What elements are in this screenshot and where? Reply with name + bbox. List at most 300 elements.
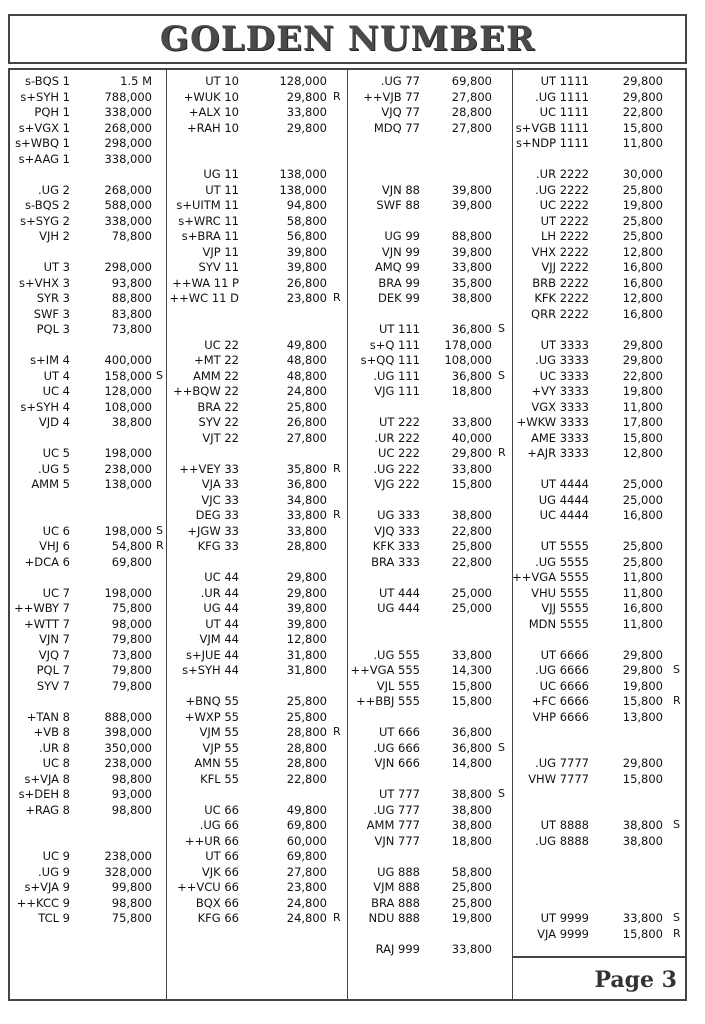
price-column-2 [167,70,348,999]
list-item [167,507,347,523]
plate-price: 19,800 [451,911,492,925]
plate-code: LH 2222 [541,229,589,243]
plate-price: 138,000 [279,182,327,197]
list-item [10,151,166,167]
plate-code: VJN 666 [374,756,420,770]
plate-price: 16,800 [622,306,663,321]
list-item [167,228,347,244]
plate-price: 31,800 [286,663,327,677]
list-item [167,895,347,911]
list-item [513,693,685,709]
plate-code: s+UITM 11 [176,198,239,212]
plate-price: 69,800 [286,818,327,832]
list-item [513,89,685,105]
list-item [167,848,347,864]
plate-price: 54,800 [111,539,152,553]
status-mark: R [673,694,681,707]
list-item [513,275,685,291]
plate-code: ++VGA 5555 [512,570,589,584]
plate-price: 16,800 [622,601,663,615]
plate-code: UT 4 [43,368,70,383]
plate-code: s+WBQ 1 [15,136,70,150]
list-item [10,476,166,492]
list-item [348,430,512,446]
plate-code: VJK 66 [201,864,239,879]
plate-code: MDQ 77 [373,120,420,135]
plate-price: 12,800 [622,446,663,460]
plate-code: s+WRC 11 [178,213,239,228]
plate-price: 15,800 [622,430,663,445]
list-item [167,538,347,554]
list-item [167,337,347,353]
plate-code: AMN 55 [194,756,239,770]
plate-code: VJN 777 [374,833,420,848]
plate-code: VJQ 333 [374,523,420,538]
list-item [10,368,166,384]
plate-code: BRA 888 [371,895,420,910]
plate-price: 25,800 [622,182,663,197]
list-item [167,833,347,849]
list-item [167,352,347,368]
list-item [348,554,512,570]
plate-code: ++BQW 22 [173,384,239,398]
plate-price: 33,800 [451,461,492,476]
list-item [348,802,512,818]
plate-price: 25,000 [451,585,492,600]
plate-price: 98,800 [111,895,152,910]
list-item [167,724,347,740]
plate-price: 58,800 [286,213,327,228]
plate-price: 23,800 [286,880,327,894]
plate-price: 39,800 [286,260,327,274]
list-item [10,755,166,771]
plate-price: 38,800 [622,818,663,832]
plate-price: 39,800 [451,182,492,197]
plate-code: UC 6666 [539,678,589,693]
plate-code: UT 1111 [540,74,589,88]
plate-price: 98,000 [111,616,152,631]
list-item [348,337,512,353]
status-mark: S [673,911,680,924]
plate-code: +JGW 33 [187,523,239,538]
plate-price: 48,800 [286,368,327,383]
list-item [10,678,166,694]
plate-price: 13,800 [622,709,663,724]
plate-code: VHP 6666 [532,709,589,724]
plate-price: 35,800 [451,275,492,290]
plate-price: 15,800 [451,678,492,693]
plate-price: 19,800 [622,678,663,693]
list-item [167,802,347,818]
list-item [10,89,166,105]
list-item [513,647,685,663]
plate-code: .UG 2 [38,182,70,197]
plate-code: VHU 5555 [531,585,589,600]
plate-code: AMM 22 [193,368,239,383]
plate-price: 36,800 [451,322,492,336]
list-item [513,135,685,151]
plate-price: 29,800 [622,337,663,352]
plate-price: 28,800 [286,756,327,770]
plate-price: 73,800 [111,322,152,336]
plate-code: KFK 2222 [534,291,589,305]
list-item [167,368,347,384]
list-item [348,647,512,663]
list-item [348,445,512,461]
plate-code: .UR 8 [38,740,70,755]
plate-price: 16,800 [622,260,663,274]
plate-code: s+BRA 11 [181,229,239,243]
plate-price: 98,800 [111,802,152,817]
plate-price: 26,800 [286,415,327,429]
page-number: Page 3 [594,966,677,993]
plate-price: 22,800 [451,523,492,538]
list-item [348,197,512,213]
plate-code: ++WC 11 D [169,291,239,305]
plate-price: 36,800 [451,368,492,383]
plate-code: UC 6 [42,523,70,538]
plate-code: NDU 888 [368,911,420,925]
list-item [167,647,347,663]
plate-price: 93,000 [111,787,152,801]
list-item [10,740,166,756]
list-item [348,182,512,198]
list-item [10,724,166,740]
plate-code: UT 11 [205,182,239,197]
plate-code: UG 888 [377,864,420,879]
plate-code: UG 444 [377,601,420,615]
plate-price: 128,000 [279,74,327,88]
plate-price: 268,000 [104,182,152,197]
plate-code: KFL 55 [200,771,239,786]
plate-code: s+VGX 1 [18,120,70,135]
plate-price: 83,800 [111,306,152,321]
plate-code: UC 4444 [539,508,589,522]
list-item [348,786,512,802]
list-item [513,833,685,849]
plate-price: 26,800 [286,275,327,290]
list-item [10,585,166,601]
list-item [348,895,512,911]
plate-code: s+VGB 1111 [515,120,589,135]
plate-price: 16,800 [622,508,663,522]
plate-price: 36,800 [451,725,492,739]
list-item [167,569,347,585]
plate-code: s+IM 4 [30,353,70,367]
list-item [348,864,512,880]
plate-price: 38,800 [451,508,492,522]
plate-price: 38,800 [451,291,492,305]
plate-code: VJD 4 [38,415,70,429]
list-item [348,724,512,740]
list-item [348,275,512,291]
list-item [348,755,512,771]
list-item [10,228,166,244]
list-item [513,213,685,229]
plate-price: 18,800 [451,384,492,398]
plate-code: UC 3333 [539,368,589,383]
plate-code: MDN 5555 [528,616,589,631]
list-item [167,399,347,415]
plate-price: 138,000 [104,477,152,491]
list-item [167,771,347,787]
plate-code: s+VHX 3 [19,275,70,290]
plate-price: 39,800 [451,198,492,212]
plate-code: ++VEY 33 [179,461,239,476]
list-item [167,492,347,508]
plate-price: 31,800 [286,647,327,662]
list-item [348,817,512,833]
plate-price: 88,800 [451,229,492,243]
plate-code: UG 333 [377,508,420,522]
plate-code: VJM 55 [199,725,239,739]
plate-code: +VB 8 [33,725,70,739]
plate-code: +WKW 3333 [516,415,589,429]
plate-price: 78,800 [111,229,152,243]
status-mark: S [498,368,505,382]
plate-code: UT 44 [205,616,239,631]
plate-price: 25,800 [451,895,492,910]
plate-price: 28,800 [286,740,327,755]
list-item [167,383,347,399]
plate-code: +WXP 55 [184,709,239,724]
status-mark: S [498,740,505,754]
plate-code: UT 5555 [540,539,589,553]
plate-code: VHX 2222 [531,244,589,259]
list-item [348,461,512,477]
list-item [10,104,166,120]
list-item [10,306,166,322]
plate-price: 69,800 [451,74,492,88]
status-mark: S [156,368,163,382]
plate-code: UT 6666 [540,647,589,662]
list-item [348,693,512,709]
list-item [10,135,166,151]
plate-code: UT 2222 [540,213,589,228]
plate-code: PQH 1 [34,105,70,119]
plate-code: VJM 888 [373,880,420,894]
plate-code: DEG 33 [195,508,239,522]
list-item [10,523,166,539]
plate-code: UT 66 [205,849,239,863]
list-item [348,89,512,105]
plate-code: SWF 88 [376,198,420,212]
list-item [10,910,166,926]
plate-price: 33,800 [286,508,327,522]
plate-price: 29,800 [286,585,327,600]
list-item [167,89,347,105]
plate-price: 178,000 [444,337,492,352]
list-item [513,445,685,461]
status-mark: S [498,787,505,800]
plate-price: 24,800 [286,384,327,398]
plate-code: +MT 22 [194,353,239,367]
list-item [10,259,166,275]
list-item [167,631,347,647]
plate-price: 49,800 [286,802,327,817]
list-item [348,585,512,601]
list-item [513,771,685,787]
status-mark: R [333,291,341,304]
plate-price: 298,000 [104,136,152,150]
plate-price: 38,800 [451,787,492,801]
list-item [348,259,512,275]
plate-code: UT 4444 [540,477,589,491]
plate-code: TCL 9 [38,911,70,925]
list-item [10,445,166,461]
list-item [513,755,685,771]
list-item [10,290,166,306]
list-item [167,104,347,120]
list-item [513,662,685,678]
list-item [348,228,512,244]
list-item [167,476,347,492]
list-item [10,197,166,213]
plate-price: 79,800 [111,632,152,646]
plate-price: 22,800 [286,771,327,786]
plate-price: 238,000 [104,849,152,863]
list-item [513,197,685,213]
list-item [513,476,685,492]
plate-code: +WTT 7 [24,616,70,631]
plate-price: 11,800 [622,399,663,414]
list-item [167,430,347,446]
plate-price: 40,000 [451,430,492,445]
list-item [513,182,685,198]
plate-price: 24,800 [286,895,327,910]
plate-price: 15,800 [451,477,492,491]
plate-code: UC 44 [204,570,239,584]
plate-price: 39,800 [286,601,327,615]
plate-price: 33,800 [622,911,663,925]
plate-price: 36,800 [451,740,492,755]
plate-price: 11,800 [622,585,663,600]
list-item [167,600,347,616]
plate-price: 12,800 [622,244,663,259]
plate-price: 25,800 [622,229,663,243]
list-item [10,399,166,415]
price-column-4 [513,70,685,999]
plate-code: KFK 333 [372,539,420,553]
plate-code: UC 7 [42,585,70,600]
plate-code: UC 22 [204,337,239,352]
plate-price: 238,000 [104,461,152,476]
plate-code: s+JUE 44 [186,647,239,662]
plate-price: 12,800 [622,291,663,305]
plate-price: 15,800 [451,694,492,708]
plate-price: 24,800 [286,911,327,925]
list-item [348,678,512,694]
list-item [10,631,166,647]
page-title: GOLDEN NUMBER [159,19,536,59]
list-item [167,709,347,725]
plate-price: 128,000 [104,384,152,398]
list-item [348,941,512,957]
plate-price: 138,000 [279,167,327,181]
list-item [513,290,685,306]
plate-code: QRR 2222 [531,306,589,321]
list-item [513,507,685,523]
plate-code: VGX 3333 [531,399,589,414]
plate-price: 34,800 [286,492,327,507]
plate-code: UG 44 [203,601,239,615]
plate-code: ++KCC 9 [16,895,70,910]
plate-code: VJA 33 [201,477,239,491]
list-item [10,662,166,678]
list-item [348,104,512,120]
plate-code: BRA 99 [378,275,420,290]
list-item [513,244,685,260]
plate-price: 29,800 [622,663,663,677]
plate-price: 29,800 [622,756,663,770]
plate-code: .UG 111 [373,368,420,383]
plate-code: VJC 33 [201,492,239,507]
plate-price: 338,000 [104,151,152,166]
plate-code: UC 2222 [539,198,589,212]
plate-price: 108,000 [444,353,492,367]
list-item [167,290,347,306]
plate-price: 25,000 [451,601,492,615]
list-item [10,73,166,89]
plate-price: 29,800 [622,353,663,367]
list-item [10,864,166,880]
plate-price: 328,000 [104,864,152,879]
plate-code: VJT 22 [202,430,239,445]
plate-price: 268,000 [104,120,152,135]
plate-price: 79,800 [111,678,152,693]
plate-code: +RAH 10 [187,120,239,135]
plate-price: 69,800 [111,554,152,569]
plate-price: 29,800 [451,446,492,460]
plate-code: +TAN 8 [26,709,70,724]
plate-price: 94,800 [286,198,327,212]
list-item [348,290,512,306]
plate-code: VJN 99 [381,244,420,259]
plate-price: 75,800 [111,601,152,615]
plate-code: .UG 77 [380,74,420,88]
plate-price: 158,000 [104,368,152,383]
plate-price: 27,800 [286,430,327,445]
plate-code: .UG 5 [38,461,70,476]
list-item [10,182,166,198]
status-mark: S [673,663,680,676]
plate-code: AMQ 99 [374,260,420,274]
plate-code: BRB 2222 [532,275,589,290]
plate-price: 75,800 [111,911,152,925]
list-item [348,414,512,430]
plate-price: 238,000 [104,756,152,770]
list-item [10,275,166,291]
list-item [167,755,347,771]
plate-code: s+Q 111 [369,337,420,352]
list-item [513,492,685,508]
plate-code: VJG 222 [374,477,420,491]
plate-code: UT 222 [378,415,420,429]
plate-price: 298,000 [104,260,152,274]
plate-price: 35,800 [286,461,327,476]
price-column-3 [348,70,513,999]
plate-code: s+AAG 1 [18,151,70,166]
plate-code: VJP 55 [202,740,239,755]
list-item [10,848,166,864]
plate-price: 15,800 [622,120,663,135]
plate-code: s-BQS 2 [25,198,70,212]
plate-code: VJL 555 [376,678,420,693]
list-item [10,321,166,337]
list-item [10,647,166,663]
plate-code: ++WBY 7 [14,601,70,615]
plate-code: s+SYG 2 [20,213,70,228]
